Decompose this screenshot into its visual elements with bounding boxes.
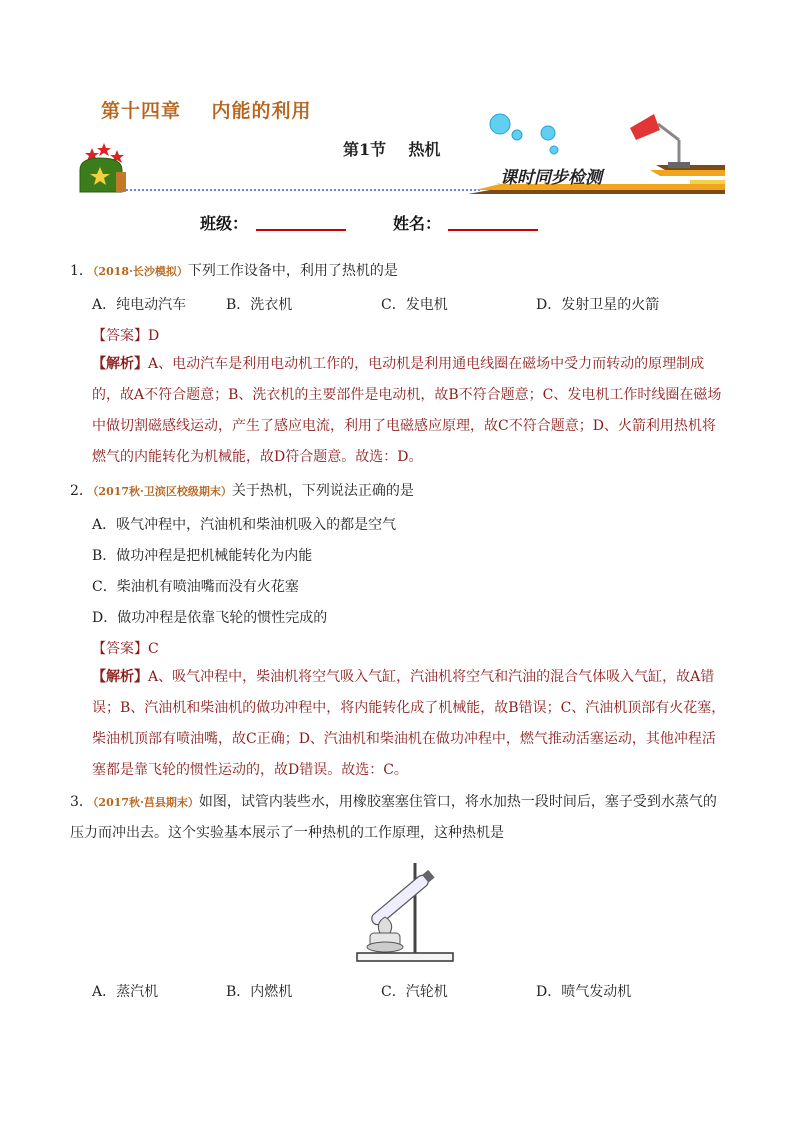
explanation-label: 【解析】: [92, 356, 148, 372]
option-a[interactable]: A．蒸汽机: [92, 984, 159, 1000]
question-number: 1．: [70, 263, 93, 279]
answer-1: [92, 325, 159, 345]
explanation-2: [92, 662, 728, 786]
banner-text: 课时同步检测: [500, 168, 602, 188]
name-field[interactable]: [448, 229, 538, 231]
option-c[interactable]: C．发电机: [381, 297, 448, 313]
answer-value: C: [148, 641, 159, 657]
section-title: 第1节 热机: [343, 140, 441, 159]
answer-label: 【答案】: [92, 641, 148, 657]
option-d[interactable]: D．发射卫星的火箭: [536, 297, 660, 313]
answer-value: D: [148, 328, 160, 344]
explanation-text: A、电动汽车是利用电动机工作的，电动机是利用通电线圈在磁场中受力而转动的原理制成的，故A不符合题意；B、洗衣机的主要部件是电动机，故B不符合题意；C、发电机工作时线圈在磁场中做切割磁感线运动，产生了感应电流，利用了电磁感应原理，故C不符合题意；D、火箭利用热机将燃气的内能转化为机械能，故D符合题意。故选：D。: [92, 356, 722, 465]
option-a[interactable]: A．吸气冲程中，汽油机和柴油机吸入的都是空气: [92, 517, 397, 533]
question-source: （2017秋·莒县期末）: [92, 796, 199, 809]
star-icon: [97, 143, 111, 156]
option-b[interactable]: B．洗衣机: [226, 297, 293, 313]
option-d[interactable]: D．做功冲程是依靠飞轮的惯性完成的: [92, 610, 328, 626]
question-source: （2017秋·卫滨区校级期末）: [92, 485, 232, 498]
answer-2: [92, 638, 159, 658]
option-c[interactable]: C．柴油机有喷油嘴而没有火花塞: [92, 579, 299, 595]
bubble-icon: [490, 114, 510, 134]
option-c[interactable]: C．汽轮机: [381, 984, 448, 1000]
explanation-label: 【解析】: [92, 669, 148, 685]
question-3: [70, 787, 730, 849]
lamp-icon: [630, 114, 690, 168]
question-number: 3．: [70, 794, 93, 810]
class-label: 班级：: [200, 214, 249, 233]
option-d[interactable]: D．喷气发动机: [536, 984, 632, 1000]
question-stem: 下列工作设备中，利用了热机的是: [187, 263, 398, 279]
question-2: [70, 476, 730, 507]
name-label: 姓名：: [393, 214, 442, 233]
question-number: 2．: [70, 483, 93, 499]
question-stem: 如图，试管内装些水，用橡胶塞塞住管口，将水加热一段时间后，塞子受到水蒸气的压力而冲出去。这个实验基本展示了一种热机的工作原理，这种热机是: [70, 794, 717, 841]
question-source: （2018·长沙模拟）: [92, 265, 188, 278]
explanation-text: A、吸气冲程中，柴油机将空气吸入气缸，汽油机将空气和汽油的混合气体吸入气缸，故A错误；B、汽油机和柴油机的做功冲程中，将内能转化成了机械能，故B错误；C、汽油机顶部有火花塞，柴油机顶部有喷油嘴，故C正确；D、汽油机和柴油机在做功冲程中，燃气推动活塞运动，其他冲程活塞都是靠飞轮的惯性运动的，故D错误。故选：C。: [92, 669, 726, 778]
option-b[interactable]: B．做功冲程是把机械能转化为内能: [92, 548, 313, 564]
chapter-title: 第十四章 内能的利用: [101, 100, 312, 122]
explanation-1: [92, 349, 728, 473]
test-tube-apparatus-figure: [355, 855, 455, 965]
question-1: [70, 256, 730, 287]
answer-label: 【答案】: [92, 328, 148, 344]
option-b[interactable]: B．内燃机: [226, 984, 293, 1000]
class-field[interactable]: [256, 229, 346, 231]
option-a[interactable]: A．纯电动汽车: [92, 297, 187, 313]
question-stem: 关于热机，下列说法正确的是: [231, 483, 414, 499]
